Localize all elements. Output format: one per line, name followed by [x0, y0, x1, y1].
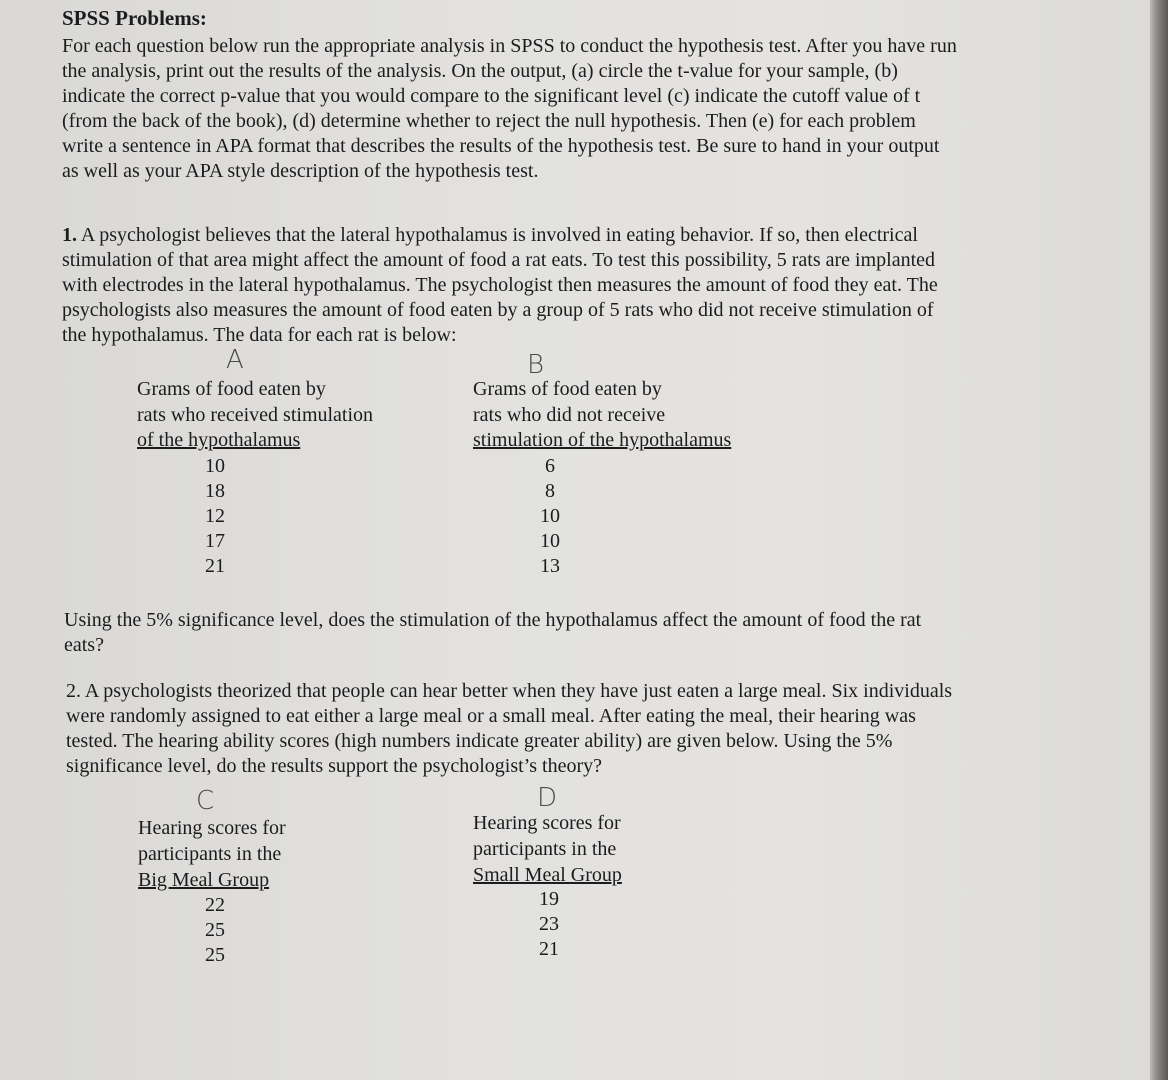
q2-line: were randomly assigned to eat either a large meal or a small meal. After eating the meal, their hearing was	[66, 705, 916, 727]
q1-question-line: Using the 5% significance level, does the stimulation of the hypothalamus affect the amount of food the rat	[64, 609, 922, 631]
data-value: 13	[540, 555, 560, 577]
data-value: 21	[539, 938, 559, 960]
question-1-number: 1.	[62, 224, 77, 246]
group-c-header-line: participants in the	[138, 843, 282, 865]
data-value: 10	[205, 455, 225, 477]
group-c-header-line: Hearing scores for	[138, 817, 286, 839]
document-title: SPSS Problems:	[62, 6, 207, 30]
group-a-values	[190, 454, 240, 579]
intro-line: write a sentence in APA format that describes the results of the hypothesis test. Be sure to hand in your output	[62, 135, 940, 157]
q1-line: A psychologist believes that the lateral hypothalamus is involved in eating behavior. If so, then electrical	[80, 224, 918, 246]
q1-line: psychologists also measures the amount of food eaten by a group of 5 rats who did not receive stimulation of	[62, 299, 934, 321]
group-c-values	[190, 893, 240, 968]
data-value: 8	[545, 480, 555, 502]
group-c-header	[138, 815, 286, 893]
handwritten-mark-b: B	[527, 350, 545, 380]
group-d-header-line: participants in the	[473, 838, 617, 860]
group-b-header-line: Grams of food eaten by	[473, 378, 662, 400]
group-d-values	[524, 887, 574, 962]
data-value: 10	[540, 505, 560, 527]
question-1-prompt	[64, 608, 921, 658]
group-d-header-line: Hearing scores for	[473, 812, 621, 834]
data-value: 23	[539, 913, 559, 935]
data-value: 18	[205, 480, 225, 502]
group-d-header-line: Small Meal Group	[473, 864, 622, 886]
intro-line: (from the back of the book), (d) determine whether to reject the null hypothesis. Then (e) for each problem	[62, 110, 916, 132]
question-2-paragraph	[66, 679, 952, 779]
data-value: 21	[205, 555, 225, 577]
data-value: 12	[205, 505, 225, 527]
data-value: 10	[540, 530, 560, 552]
intro-line: For each question below run the appropriate analysis in SPSS to conduct the hypothesis test. After you have run	[62, 35, 957, 57]
intro-line: indicate the correct p-value that you would compare to the significant level (c) indicate the cutoff value of t	[62, 85, 921, 107]
handwritten-mark-d: D	[537, 783, 558, 813]
q2-line: A psychologists theorized that people can hear better when they have just eaten a large meal. Six individuals	[84, 680, 953, 702]
data-value: 19	[539, 888, 559, 910]
group-c-header-line: Big Meal Group	[138, 869, 270, 891]
group-a-header-line: of the hypothalamus	[137, 429, 301, 451]
q1-line: with electrodes in the lateral hypothalamus. The psychologist then measures the amount of food they eat. The	[62, 274, 938, 296]
handwritten-mark-c: C	[196, 786, 215, 816]
data-value: 6	[545, 455, 555, 477]
group-a-header	[137, 377, 373, 454]
group-b-values	[525, 454, 575, 579]
q1-line: the hypothalamus. The data for each rat is below:	[62, 324, 457, 346]
group-a-header-line: Grams of food eaten by	[137, 378, 326, 400]
q1-line: stimulation of that area might affect the amount of food a rat eats. To test this possibility, 5 rats are implanted	[62, 249, 936, 271]
page-edge	[1150, 0, 1168, 1080]
q2-line: significance level, do the results support the psychologist’s theory?	[66, 755, 602, 777]
intro-line: as well as your APA style description of the hypothesis test.	[62, 160, 539, 182]
group-b-header	[473, 377, 731, 454]
group-a-header-line: rats who received stimulation	[137, 403, 374, 426]
q1-question-line: eats?	[64, 634, 104, 656]
question-1-paragraph	[62, 223, 938, 348]
intro-line: the analysis, print out the results of the analysis. On the output, (a) circle the t-value for your sample, (b)	[62, 60, 898, 82]
data-value: 22	[205, 894, 225, 916]
data-value: 17	[205, 530, 225, 552]
q2-line: tested. The hearing ability scores (high numbers indicate greater ability) are given below. Using the 5%	[66, 730, 893, 752]
data-value: 25	[205, 944, 225, 966]
instructions-paragraph	[62, 34, 957, 184]
group-b-header-line: rats who did not receive	[473, 403, 666, 426]
handwritten-mark-a: A	[226, 345, 244, 375]
group-b-header-line: stimulation of the hypothalamus	[473, 429, 732, 451]
data-value: 25	[205, 919, 225, 941]
group-d-header	[473, 810, 622, 888]
question-2-number: 2.	[66, 680, 81, 702]
